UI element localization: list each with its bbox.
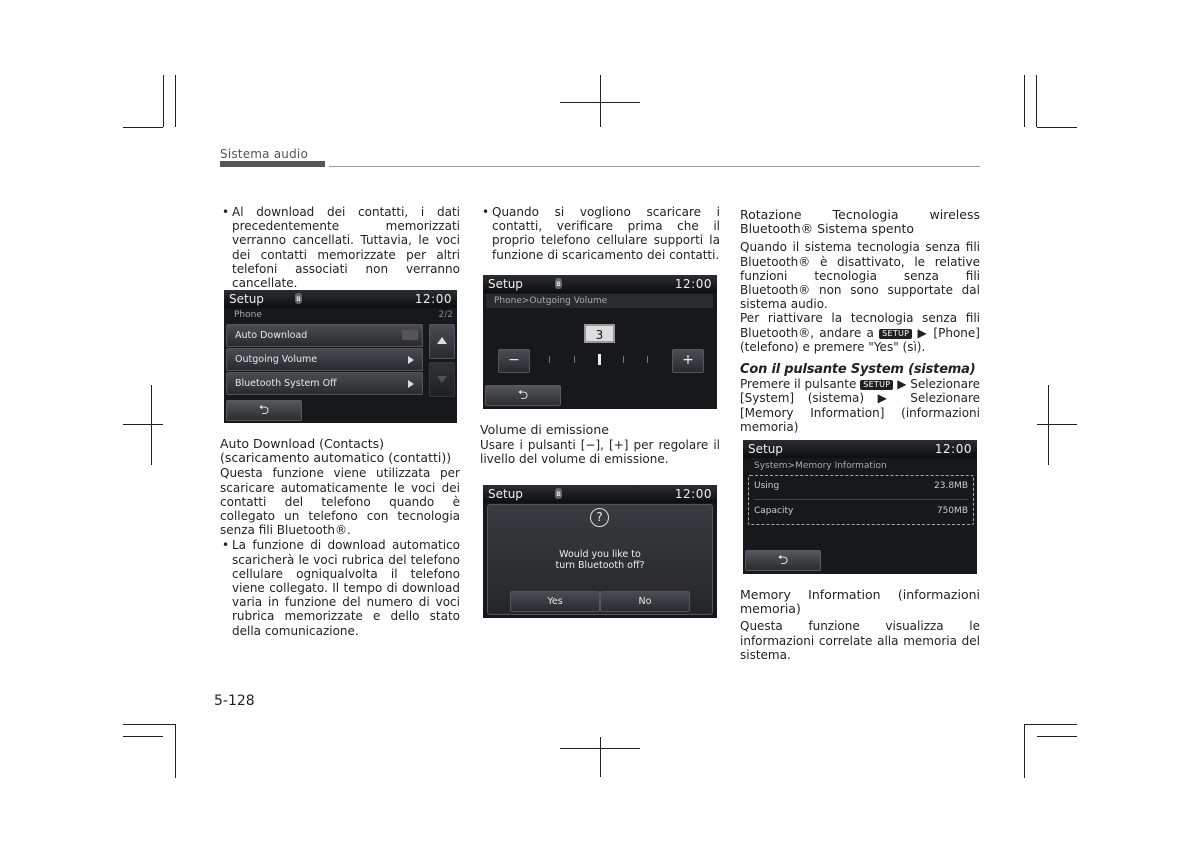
- bluetooth-icon: ʙ: [556, 489, 561, 498]
- scroll-up-button[interactable]: [429, 324, 455, 359]
- breadcrumb: System>Memory Information: [754, 461, 887, 471]
- column-2-middle: [480, 423, 720, 467]
- back-button[interactable]: ⮌: [745, 550, 821, 571]
- chevron-right-icon: [408, 380, 414, 388]
- menu-item-auto-download[interactable]: Auto Download: [226, 324, 423, 347]
- using-label: Using: [754, 481, 780, 491]
- bullet-paragraph: • Al download dei contatti, i dati precedentemente memorizzati verranno cancellati. Tuttavia, le voci dei contatti memorizzate per altri telefoni associati non verranno cancellate.: [220, 205, 460, 290]
- screen-title: Setup: [488, 487, 523, 501]
- no-button[interactable]: No: [600, 591, 690, 612]
- dialog-message: Would you like to turn Bluetooth off?: [555, 549, 645, 571]
- bluetooth-icon: ʙ: [556, 279, 561, 288]
- setup-button-icon: SETUP: [879, 329, 912, 339]
- yes-button[interactable]: Yes: [510, 591, 600, 612]
- screen-clock: 12:00: [934, 442, 972, 456]
- header-bar: [220, 161, 325, 167]
- screen-clock: 12:00: [674, 487, 712, 501]
- volume-plus-button[interactable]: +: [672, 349, 704, 373]
- screen-topbar: [224, 290, 457, 308]
- paragraph: Per riattivare la tecnologia senza fili Bluetooth®, andare a SETUP ▶ [Phone] (telefono) e premere "Yes" (sì).: [740, 311, 980, 354]
- screen-title: Setup: [229, 292, 264, 306]
- bullet-paragraph: • Quando si vogliono scaricare i contatti, verificare prima che il proprio telefono cellulare supporti la funzione di scaricamento dei contatti.: [480, 205, 720, 262]
- screen-title: Setup: [488, 277, 523, 291]
- page-number: 5-128: [214, 693, 255, 709]
- section-heading: Rotazione Tecnologia wireless Bluetooth® Sistema spento: [740, 207, 980, 237]
- chevron-right-icon: [408, 356, 414, 364]
- screen-topbar: [483, 485, 717, 503]
- bluetooth-icon: ʙ: [296, 294, 301, 303]
- menu-item-bluetooth-system-off[interactable]: Bluetooth System Off: [226, 372, 423, 395]
- column-3: [740, 208, 980, 434]
- screen-topbar: [483, 275, 717, 293]
- back-button[interactable]: ⮌: [485, 385, 561, 406]
- column-1-lower: [220, 437, 460, 638]
- page-indicator: 2/2: [438, 310, 453, 320]
- paragraph: Quando il sistema tecnologia senza fili Bluetooth® è disattivato, le relative funzioni tecnologia senza fili Bluetooth® non sono supportate dal sistema audio.: [740, 240, 980, 312]
- paragraph: Questa funzione visualizza le informazioni correlate alla memoria del sistema.: [740, 619, 980, 662]
- screen-subtitle: Phone: [234, 310, 262, 320]
- using-value: 23.8MB: [934, 481, 968, 491]
- subheading: Con il pulsante System (sistema): [740, 362, 976, 378]
- section-heading: Memory Information (informazioni memoria): [740, 587, 980, 617]
- capacity-value: 750MB: [936, 506, 968, 516]
- dialog-box: [487, 504, 713, 615]
- paragraph: Premere il pulsante SETUP ▶ Selezionare [System] (sistema) ▶ Selezionare [Memory Information] (informazioni memoria): [740, 377, 980, 434]
- column-2: [480, 205, 720, 262]
- column-3-lower: [740, 588, 980, 662]
- question-icon: ?: [590, 508, 609, 527]
- memory-information-screen: [743, 440, 977, 574]
- setup-button-icon: SETUP: [860, 380, 893, 390]
- paragraph: Usare i pulsanti [−], [+] per regolare il livello del volume di emissione.: [480, 438, 720, 467]
- paragraph: Questa funzione viene utilizzata per scaricare automaticamente le voci dei contatti del telefono quando è collegato un telefono con tecnologia senza fili Bluetooth®.: [220, 466, 460, 538]
- scroll-down-button[interactable]: [429, 362, 455, 397]
- arrow-down-icon: [437, 376, 447, 383]
- memory-info-panel: [748, 475, 974, 525]
- arrow-up-icon: [437, 337, 447, 344]
- section-heading: Volume di emissione: [480, 422, 609, 437]
- volume-value: 3: [584, 324, 615, 343]
- screen-title: Setup: [748, 442, 783, 456]
- bluetooth-off-dialog-screen: [483, 485, 717, 618]
- checkbox-icon[interactable]: [402, 330, 418, 340]
- section-heading: Auto Download (Contacts) (scaricamento automatico (contatti)): [220, 436, 452, 466]
- outgoing-volume-screen: [483, 275, 717, 409]
- screen-topbar: [743, 440, 977, 458]
- menu-item-outgoing-volume[interactable]: Outgoing Volume: [226, 348, 423, 371]
- screen-clock: 12:00: [674, 277, 712, 291]
- phone-setup-screen: [224, 290, 457, 423]
- section-title: Sistema audio: [220, 147, 309, 161]
- header-rule: [329, 166, 980, 167]
- breadcrumb: Phone>Outgoing Volume: [486, 294, 713, 308]
- column-1: [220, 205, 460, 290]
- back-button[interactable]: ⮌: [226, 400, 302, 421]
- volume-minus-button[interactable]: −: [498, 349, 530, 373]
- screen-clock: 12:00: [414, 292, 452, 306]
- bullet-paragraph: • La funzione di download automatico scaricherà le voci rubrica del telefono cellulare ogniqualvolta il telefono viene collegato. Il tempo di download varia in funzione del numero di voci rubrica memorizzate e dello stato della comunicazione.: [220, 538, 460, 637]
- capacity-label: Capacity: [754, 506, 794, 516]
